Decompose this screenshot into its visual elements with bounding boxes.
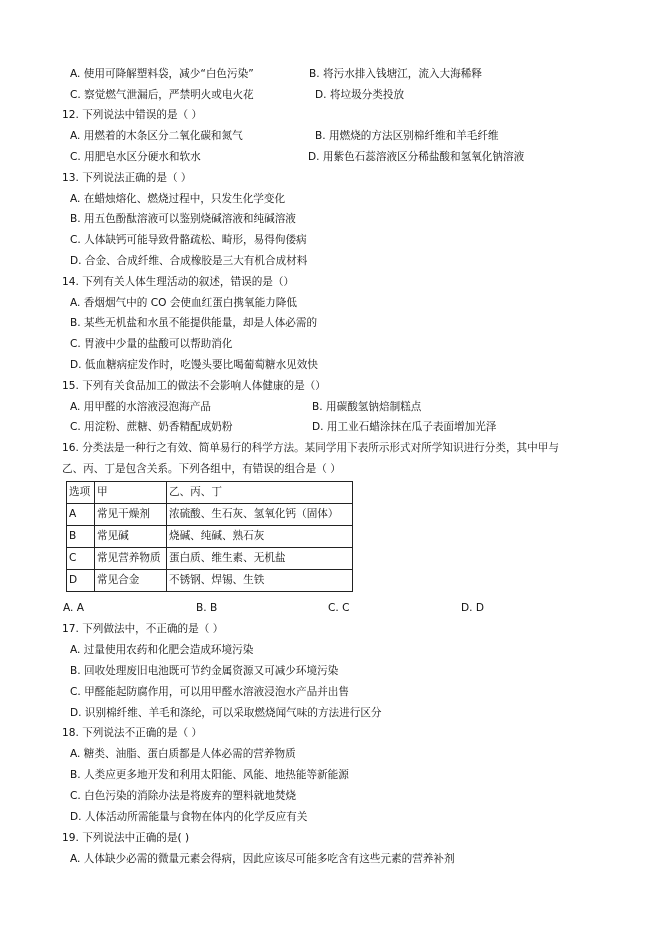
q13-option-b: B. 用五色酚酞溶液可以鉴别烧碱溶液和纯碱溶液 [70,213,296,225]
q15-option-d: D. 用工业石蜡涂抹在瓜子表面增加光泽 [312,421,497,433]
q18-option-d: D. 人体活动所需能量与食物在体内的化学反应有关 [70,811,308,823]
table-cell: C [67,548,95,570]
table-cell: B [67,526,95,548]
question-17-stem: 17. 下列做法中，不正确的是（ ） [62,623,224,635]
table-header-cell: 选项 [67,482,95,504]
table-row [67,526,353,548]
q17-option-a: A. 过量使用农药和化肥会造成环境污染 [70,644,254,656]
question-13-stem: 13. 下列说法正确的是（ ） [62,172,192,184]
q16-option-d: D. D [461,602,485,614]
q13-option-a: A. 在蜡烛熔化、燃烧过程中，只发生化学变化 [70,193,286,205]
option-c: C. 察觉燃气泄漏后，严禁明火或电火花 [70,89,254,101]
question-12-stem: 12. 下列说法中错误的是（ ） [62,109,203,121]
option-d: D. 将垃圾分类投放 [315,89,405,101]
option-b: B. 将污水排入钱塘江，流入大海稀释 [309,68,482,80]
q14-option-d: D. 低血糖病症发作时，吃馒头要比喝葡萄糖水见效快 [70,359,318,371]
q18-option-a: A. 糖类、油脂、蛋白质都是人体必需的营养物质 [70,748,296,760]
q15-option-c: C. 用淀粉、蔗糖、奶香精配成奶粉 [70,421,233,433]
q15-option-a: A. 用甲醛的水溶液浸泡海产品 [70,401,211,413]
table-cell: 常见干燥剂 [95,504,167,526]
q17-option-d: D. 识别棉纤维、羊毛和涤纶，可以采取燃烧闻气味的方法进行区分 [70,707,382,719]
table-cell: A [67,504,95,526]
q13-option-c: C. 人体缺钙可能导致骨骼疏松、畸形，易得佝偻病 [70,234,307,246]
table-header-cell: 甲 [95,482,167,504]
q12-option-b: B. 用燃烧的方法区别棉纤维和羊毛纤维 [315,130,499,142]
classification-table [66,481,353,592]
table-cell: 浓硫酸、生石灰、氢氧化钙（固体） [167,504,353,526]
q14-option-b: B. 某些无机盐和水虽不能提供能量，却是人体必需的 [70,317,318,329]
question-14-stem: 14. 下列有关人体生理活动的叙述，错误的是（） [62,276,295,288]
table-row [67,548,353,570]
q16-option-a: A. A [63,602,85,614]
table-cell: 常见合金 [95,570,167,592]
question-15-stem: 15. 下列有关食品加工的做法不会影响人体健康的是（） [62,380,326,392]
question-16-stem-line2: 乙、丙、丁是包含关系。下列各组中，有错误的组合是（ ） [62,463,341,475]
table-cell: 烧碱、纯碱、熟石灰 [167,526,353,548]
q14-option-c: C. 胃液中少量的盐酸可以帮助消化 [70,338,233,350]
q12-option-c: C. 用肥皂水区分硬水和软水 [70,151,201,163]
table-header-cell: 乙、丙、丁 [167,482,353,504]
q16-option-b: B. B [196,602,218,614]
table-row [67,570,353,592]
table-cell: D [67,570,95,592]
q17-option-b: B. 回收处理废旧电池既可节约金属资源又可减少环境污染 [70,665,339,677]
q12-option-a: A. 用燃着的木条区分二氧化碳和氮气 [70,130,243,142]
q12-option-d: D. 用紫色石蕊溶液区分稀盐酸和氢氧化钠溶液 [308,151,525,163]
question-18-stem: 18. 下列说法不正确的是（ ） [62,727,203,739]
table-cell: 常见碱 [95,526,167,548]
q14-option-a: A. 香烟烟气中的 CO 会使血红蛋白携氧能力降低 [70,297,297,309]
table-row [67,504,353,526]
q17-option-c: C. 甲醛能起防腐作用，可以用甲醛水溶液浸泡水产品并出售 [70,686,349,698]
table-cell: 常见营养物质 [95,548,167,570]
table-header-row [67,482,353,504]
q18-option-c: C. 白色污染的消除办法是将废弃的塑料就地焚烧 [70,790,297,802]
option-a: A. 使用可降解塑料袋，减少“白色污染” [70,68,254,80]
q18-option-b: B. 人类应更多地开发和利用太阳能、风能、地热能等新能源 [70,769,349,781]
table-cell: 不锈钢、焊锡、生铁 [167,570,353,592]
q19-option-a: A. 人体缺少必需的微量元素会得病，因此应该尽可能多吃含有这些元素的营养补剂 [70,853,455,865]
question-19-stem: 19. 下列说法中正确的是( ) [62,832,190,844]
table-cell: 蛋白质、维生素、无机盐 [167,548,353,570]
q15-option-b: B. 用碳酸氢钠焙制糕点 [312,401,422,413]
q16-option-c: C. C [328,602,350,614]
q13-option-d: D. 合金、合成纤维、合成橡胶是三大有机合成材料 [70,255,308,267]
question-16-stem-line1: 16. 分类法是一种行之有效、简单易行的科学方法。某同学用下表所示形式对所学知识进行分类，其中甲与 [62,442,559,454]
